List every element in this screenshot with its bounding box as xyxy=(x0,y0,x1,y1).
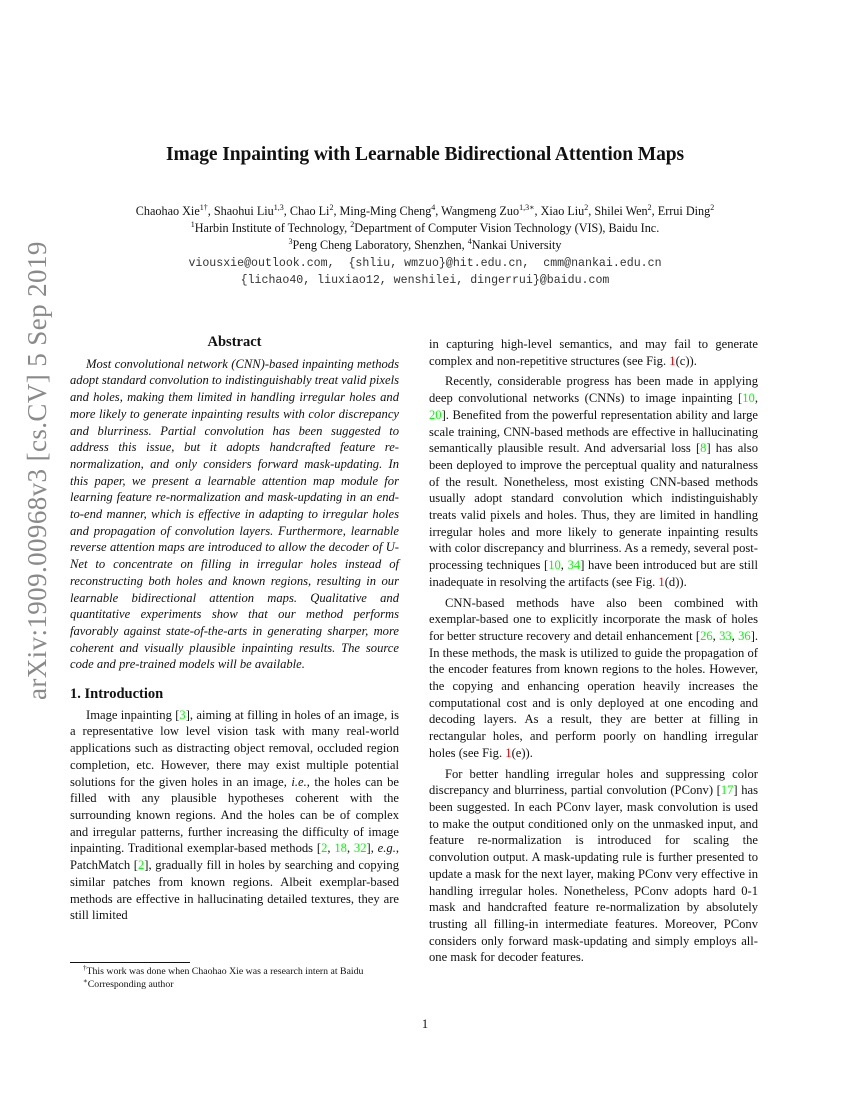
citation-link[interactable]: 26 xyxy=(700,628,713,643)
citation-link[interactable]: 10 xyxy=(548,558,561,573)
citation-link[interactable]: 18 xyxy=(334,841,347,856)
author-affil-mark: 1,3 xyxy=(273,203,284,212)
footnote-mark: ∗ xyxy=(83,977,88,985)
affiliation-line-1 xyxy=(0,220,850,237)
affiliation: Nankai University xyxy=(471,238,562,252)
figure-reference-link[interactable]: 1 xyxy=(669,353,676,368)
affil-mark: 2 xyxy=(350,220,355,229)
introduction-heading: 1. Introduction xyxy=(70,686,164,703)
author-name: Wangmeng Zuo xyxy=(441,204,520,218)
intro-paragraph-1: Image inpainting [3], aiming at filling in holes of an image, is a representative low level vision task with many real-world applications such as distracting object removal, occluded region completion, etc. However, there may exist multiple potential solutions for the given holes in an image, i.e., the holes can be filled with any plausible hypotheses coherent with the surrounding known regions. And the holes can be of complex and irregular patterns, further increasing the difficulty of image inpainting. Traditional exemplar-based methods [2, 18, 32], e.g., PatchMatch [2], gradually fill in holes by searching and copying similar patches from known regions. Albeit exemplar-based methods are effective in hallucinating detailed textures, they are still limited xyxy=(70,707,400,923)
citation-link[interactable]: 32 xyxy=(353,841,367,856)
citation-link[interactable]: 33 xyxy=(719,628,732,643)
author-name: Chao Li xyxy=(289,204,330,218)
footnote-mark: † xyxy=(83,964,87,972)
author-affil-mark: 2 xyxy=(584,203,589,212)
affiliation: Harbin Institute of Technology, xyxy=(194,221,351,235)
citation-link[interactable]: 36 xyxy=(738,628,751,643)
author-list: Chaohao Xie$^{1\dagger}$, Shaohui Liu$^{1,3}$, Chao Li$^2$, Ming-Ming Cheng$^4$, Wangmeng Zuo$^{1,3∗}$, Xiao Liu$^2$, Shilei Wen$^2$, Errui Ding$^2$ xyxy=(135,203,715,218)
email-line-1: viousxie@outlook.com, {shliu, wmzuo}@hit.edu.cn, cmm@nankai.edu.cn xyxy=(188,257,662,270)
footnotes xyxy=(70,965,410,991)
footnote-corresponding-author: ∗Corresponding author xyxy=(83,977,174,990)
author-affil-mark: 1,3∗ xyxy=(519,203,535,212)
figure-reference-link[interactable]: 1 xyxy=(505,745,512,760)
left-column xyxy=(70,334,399,924)
abstract-text: Most convolutional network (CNN)-based inpainting methods adopt standard convolution to indistinguishably treat valid pixels and holes, making them limited in handling irregular holes and more likely to generate inpainting results with color discrepancy and blurriness. Partial convolution has been suggested to address this issue, but it adopts handcrafted feature re-normalization, and only considers forward mask-updating. In this paper, we present a learnable attention map module for learning feature re-normalization and mask-updating in an end-to-end manner, which is effective in adapting to irregular holes and propagation of convolution layers. Furthermore, learnable reverse attention maps are introduced to allow the decoder of U-Net to concentrate on filling in irregular holes instead of reconstructing both holes and known regions, resulting in our learnable bidirectional attention maps. Qualitative and quantitative experiments show that our method performs favorably against state-of-the-arts in generating sharper, more coherent and visually plausible inpainting results. The source code and pre-trained models will be available. xyxy=(70,356,399,672)
footnote-divider xyxy=(70,962,190,963)
author-name: Xiao Liu xyxy=(540,204,585,218)
paper-title: Image Inpainting with Learnable Bidirectional Attention Maps xyxy=(165,144,684,165)
author-block xyxy=(0,203,850,289)
citation-link[interactable]: 2 xyxy=(321,841,328,856)
author-name: Ming-Ming Cheng xyxy=(339,204,432,218)
intro-paragraph-2: Recently, considerable progress has been made in applying deep convolutional networks (CNNs) to image inpainting [10, 20]. Benefited from the powerful representation ability and large scale training, CNN-based methods are effective in hallucinating semantically plausible result. And adversarial loss [8] has also been deployed to improve the perceptual quality and naturalness of the result. Nonetheless, most existing CNN-based methods usually adopt standard convolution which indistinguishably treats valid pixels and holes. Thus, they are limited in handling irregular holes and more likely to generate inpainting results with color discrepancy and blurriness. As a remedy, several post-processing techniques [10, 34] have been introduced but are still inadequate in resolving the artifacts (see Fig. 1(d)). xyxy=(429,374,758,589)
figure-reference-link[interactable]: 1 xyxy=(658,574,665,589)
citation-link[interactable]: 20 xyxy=(429,407,442,422)
affil-mark: 3 xyxy=(288,237,293,246)
author-affil-mark: 2 xyxy=(647,203,652,212)
affiliation: Peng Cheng Laboratory, Shenzhen, xyxy=(292,238,468,252)
affil-mark: 4 xyxy=(467,237,472,246)
intro-paragraph-4: For better handling irregular holes and suppressing color discrepancy and blurriness, partial convolution (PConv) [17] has been suggested. In each PConv layer, mask convolution is used to make the output conditioned only on the unmasked input, and feature re-normalization is introduced for scaling the convolution output. A mask-updating rule is further presented to update a mask for the next layer, making PConv very effective in handling irregular holes. Nonetheless, PConv adopts hard 0-1 mask and handcrafted feature re-normalization by absolutely trusting all filling-in intermediate features. Moreover, PConv considers only forward mask-updating and simply employs all-one mask for decoder features. xyxy=(429,766,758,965)
affil-mark: 1 xyxy=(190,220,195,229)
author-name: Chaohao Xie xyxy=(135,204,200,218)
author-name: Shaohui Liu xyxy=(213,204,274,218)
abstract-heading: Abstract xyxy=(207,334,262,350)
citation-link[interactable]: 10 xyxy=(742,391,755,406)
intro-paragraph-1-continued: in capturing high-level semantics, and may fail to generate complex and non-repetitive structures (see Fig. 1(c)). xyxy=(429,337,758,368)
page-number: 1 xyxy=(421,1017,429,1031)
author-affil-mark: 2 xyxy=(710,203,715,212)
footnote-internship: †This work was done when Chaohao Xie was a research intern at Baidu xyxy=(83,964,364,977)
author-affil-mark: 2 xyxy=(329,203,334,212)
author-name: Errui Ding xyxy=(657,204,711,218)
arxiv-identifier-stamp: arXiv:1909.00968v3 [cs.CV] 5 Sep 2019 xyxy=(22,241,52,700)
citation-link[interactable]: 17 xyxy=(720,783,734,798)
citation-link[interactable]: 2 xyxy=(138,858,145,873)
intro-paragraph-3: CNN-based methods have also been combined with exemplar-based one to explicitly incorporate the mask of holes for better structure recovery and detail enhancement [26, 33, 36]. In these methods, the mask is utilized to guide the propagation of the encoder features from known regions to the holes. However, the copying and enhancing operation heavily increases the computational cost and is only deployed at one encoding and decoding layers. As a result, they are better at filling in rectangular holes, and perform poorly on handling irregular holes (see Fig. 1(e)). xyxy=(429,595,759,760)
right-column xyxy=(429,336,758,966)
author-name: Shilei Wen xyxy=(594,204,648,218)
citation-link[interactable]: 8 xyxy=(700,441,707,456)
author-affil-mark: 1† xyxy=(199,203,208,212)
affiliation: Department of Computer Vision Technology (VIS), Baidu Inc. xyxy=(354,221,660,235)
citation-link[interactable]: 3 xyxy=(179,707,186,722)
author-affil-mark: 4 xyxy=(431,203,436,212)
citation-link[interactable]: 34 xyxy=(567,558,581,573)
email-line-2: {lichao40, liuxiao12, wenshilei, dingerrui}@baidu.com xyxy=(240,274,610,287)
affiliation-line-2 xyxy=(0,237,850,254)
